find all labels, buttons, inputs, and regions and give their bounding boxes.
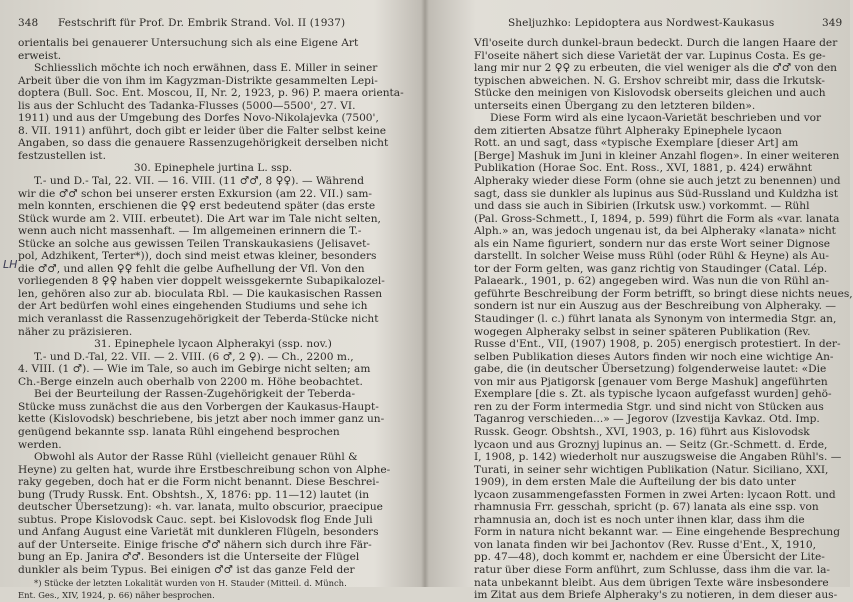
text-line: Vfl'oseite durch dunkel-braun bedeckt. Durch die langen Haare der [474,37,838,49]
right-page [426,0,853,602]
text-line: T.- und D.- Tal, 22. VII. — 16. VIII. (11 ♂♂, 8 ♀♀). — Während [34,175,364,188]
text-line: der Art bedürfen wohl eines eingehenden Studiums und sehe ich [18,300,368,313]
text-line: Stücke muss zunächst die aus den Vorbergen der Kaukasus-Haupt- [18,400,379,413]
text-line: von mir aus Pjatigorsk [genauer vom Berge Mashuk] angeführten [474,375,828,388]
text-line: sondern ist nur ein Auszug aus der Beschreibung von Alpheraky. — [474,300,836,313]
text-line: Stücke an solche aus gewissen Teilen Transkaukasiens (Jelisavet- [18,237,370,250]
text-line: Bei der Beurteilung der Rassen-Zugehörigkeit der Teberda- [34,388,356,401]
text-line: selben Publikation dieses Autors finden wir noch eine wichtige An- [474,350,834,363]
text-line: von lanata finden wir bei Jachontov (Rev. Russe d'Ent., X, 1910, [474,538,817,551]
text-line: Arbeit über die von ihm im Kagyzman-Distrikte gesammelten Lepi- [18,74,378,87]
left-page [0,0,424,601]
text-line: dem zitierten Absatze führt Alpheraky Epinephele lycaon [474,124,782,137]
left-page-text [18,37,408,602]
text-line: wir die ♂♂ schon bei unserer ersten Exkursion (am 22. VII.) sam- [18,187,372,200]
text-line: und Anfang August eine Varietät mit dunkleren Flügeln, besonders [18,526,379,539]
text-line: werden. [18,438,62,451]
text-line: subtus. Prope Kislovodsk Cauc. sept. bei Kislovodsk flog Ende Juli [18,513,373,526]
text-line: 1911) und aus der Umgebung des Dorfes Novo-Nikolajevka (7500', [18,112,379,125]
text-line: len, gehören also zur ab. bioculata Rbl. — Die kaukasischen Rassen [18,287,383,300]
text-line: kette (Kislovodsk) beschriebene, bis jetzt aber noch immer ganz un- [18,413,385,426]
text-line: Schliesslich möchte ich noch erwähnen, dass E. Miller in seiner [34,62,378,75]
text-line: 4. VIII. (1 ♂). — Wie im Tale, so auch im Gebirge nicht selten; am [18,363,371,376]
text-line: meln konnten, erschienen die ♀♀ erst bedeutend später (das erste [18,200,376,213]
text-line: Angaben, so dass die genauere Rassenzugehörigkeit derselben nicht [18,137,389,150]
text-line: auf der Unterseite. Einige frische ♂♂ nähern sich durch ihre Fär- [18,538,372,551]
text-line: Diese Form wird als eine lycaon-Varietät beschrieben und vor [490,112,822,125]
text-line: I, 1908, p. 142) wiederholt nur auszugsweise die Angaben Rühl's. — [474,451,842,464]
text-line: festzustellen ist. [18,149,106,162]
text-line: deutscher Übersetzung): «h. var. lanata, multo obscurior, praecipue [18,501,383,514]
text-line: Taganrog verschieden...» — Jegorov (Izvestija Kavkaz. Otd. Imp. [474,413,820,426]
text-line: Exemplare [die s. Zt. als typische lycaon aufgefasst wurden] gehö- [474,388,832,401]
footnote: *) Stücke der letzten Lokalität wurden von H. Stauder (Mitteil. d. Münch. [34,577,347,588]
text-line: ratur über diese Form anführt, zum Schlusse, dass ihm die var. la- [474,563,831,576]
text-line: gabe, die (in deutscher Übersetzung) folgenderweise lautet: «Die [474,363,827,376]
margin-handwritten-note: LH [3,258,18,271]
text-line: (Pal. Gross-Schmett., I, 1894, p. 599) führt die Form als «var. lanata [474,212,840,225]
text-line: wogegen Alpheraky selbst in seiner späteren Publikation (Rev. [474,325,811,338]
text-line: Form in natura nicht bekannt war. — Eine eingehende Besprechung [474,526,841,539]
text-line: Stücke den meinigen von Kislovodsk oberseits gleichen und auch [474,87,826,100]
text-line: Stück wurde am 2. VIII. erbeutet). Die Art war im Tale nicht selten, [18,212,381,225]
text-line: Russe d'Ent., VII, (1907) 1908, p. 205) energisch protestiert. In der- [474,338,841,351]
text-line: lycaon und aus Groznyj lupinus an. — Seitz (Gr.-Schmett. d. Erde, [474,438,828,451]
text-line: doptera (Bull. Soc. Ent. Moscou, II, Nr. 2, 1923, p. 96) P. maera orienta- [18,87,404,100]
text-line: Turati, in seiner sehr wichtigen Publikation (Natur. Siciliano, XXI, [474,463,829,476]
text-line: dunkler als beim Typus. Bei einigen ♂♂ ist das ganze Feld der [18,563,355,576]
text-line: tor der Form gelten, was ganz richtig von Staudinger (Catal. Lép. [474,262,828,275]
right-running-title: Sheljuzhko: Lepidoptera aus Nordwest-Kaukasus [508,17,775,29]
text-line: und dass sie auch in Sibirien (Irkutsk usw.) vorkommt. — Rühl [474,200,810,213]
text-line: pp. 47—48), doch kommt er, nachdem er eine Übersicht der Lite- [474,551,825,564]
text-line: Obwohl als Autor der Rasse Rühl (vielleicht genauer Rühl & [34,451,358,464]
text-line: mich veranlasst die Rassenzugehörigkeit der Teberda-Stücke nicht [18,313,379,326]
text-line: Fl'oseite nähert sich diese Varietät der var. Lupinus Costa. Es ge- [474,49,826,62]
text-line: raky gegeben, doch hat er die Form nicht benannt. Diese Beschrei- [18,476,380,489]
text-line: T.- und D.-Tal, 22. VII. — 2. VIII. (6 ♂, 2 ♀). — Ch., 2200 m., [34,350,354,363]
text-line: 1909), in dem ersten Male die Aufteilung der bis dato unter [474,476,796,489]
text-line: 8. VII. 1911) anführt, doch gibt er leider über die Falter selbst keine [18,124,387,137]
text-line: im Zitat aus dem Briefe Alpheraky's zu notieren, in dem dieser aus- [474,589,838,602]
text-line: vorliegenden 8 ♀♀ haben vier doppelt weissgekernte Subapikalozel- [18,275,385,288]
text-line: rhamnusia Frr. gesschah, spricht (p. 67) lanata als eine ssp. von [474,501,819,514]
right-page-text [474,37,853,602]
text-line: Heyne) zu gelten hat, wurde ihre Erstbeschreibung schon von Alphe- [18,463,391,476]
text-line: ren zu der Form intermedia Stgr. und sind nicht von Stücken aus [474,400,824,413]
text-line: orientalis bei genauerer Untersuchung sich als eine Eigene Art [18,37,359,49]
text-line: genügend bekannte ssp. lanata Rühl eingehend besprochen [18,425,340,438]
text-line: Alpheraky wieder diese Form (ohne sie auch jetzt zu benennen) und [474,175,841,188]
text-line: Ch.-Berge einzeln auch oberhalb von 2200 m. Höhe beobachtet. [18,375,363,388]
right-page-number: 349 [822,17,843,29]
text-line: wenn auch nicht massenhaft. — Im allgemeinen erinnern die T.- [18,225,362,238]
text-line: lycaon zusammengefassten Formen in zwei Arten: lycaon Rott. und [474,488,836,501]
text-line: Palaeark., 1901, p. 62) angegeben wird. Was nun die von Rühl an- [474,275,829,288]
text-line: näher zu präzisieren. [18,325,133,338]
text-line: Rott. an und sagt, dass «typische Exemplare [dieser Art] am [474,137,799,150]
footnote: Ent. Ges., XIV, 1924, p. 66) näher besprochen. [18,590,215,601]
text-line: bung (Trudy Russk. Ent. Obshtsh., X, 1876: pp. 11—12) lautet (in [18,488,370,501]
text-line: lang mir nur 2 ♀♀ zu erbeuten, die viel weniger als die ♂♂ von den [474,62,837,75]
text-line: Alph.» an, was jedoch ungenau ist, da bei Alpheraky «lanata» nicht [474,225,836,238]
text-line: Publikation (Horae Soc. Ent. Ross., XVI, 1881, p. 424) erwähnt [474,162,813,175]
text-line: sagt, dass sie dunkler als lupinus aus Süd-Russland und Kuldzha ist [474,187,838,200]
left-page-number: 348 [18,17,39,29]
text-line: die ♂♂, und allen ♀♀ fehlt die gelbe Aufhellung der Vfl. Von den [18,262,365,275]
left-running-title: Festschrift für Prof. Dr. Embrik Strand. Vol. II (1937) [58,17,346,29]
text-line: lis aus der Schlucht des Tadanka-Flusses (5000—5500', 27. VI. [18,99,356,112]
species-heading: 30. Epinephele jurtina L. ssp. [133,162,293,175]
text-line: typischen abweichen. N. G. Ershov schreibt mir, dass die Irkutsk- [474,74,825,87]
text-line: darstellt. In solcher Weise muss Rühl (oder Rühl & Heyne) als Au- [474,250,829,263]
text-line: Staudinger (l. c.) führt lanata als Synonym von intermedia Stgr. an, [474,313,837,326]
text-line: als ein Name figuriert, sondern nur das erste Wort seiner Dignose [474,237,831,250]
text-line: nata unbekannt bleibt. Aus dem übrigen Texte wäre insbesondere [474,576,829,589]
text-line: unterseits einen Übergang zu den letzteren bilden». [474,99,756,112]
text-line: Russk. Geogr. Obshtsh., XVI, 1903, p. 16) führt aus Kislovodsk [474,425,810,438]
text-line: erweist. [18,49,62,62]
text-line: [Berge] Mashuk im Juni in kleiner Anzahl flogen». In einer weiteren [474,149,840,162]
text-line: rhamnusia an, doch ist es noch unter ihnen klar, dass ihm die [474,513,805,526]
text-line: bung an Ep. Janira ♂♂. Besonders ist die Unterseite der Flügel [18,551,360,564]
text-line: geführte Beschreibung der Form betrifft, so bringt diese nichts neues, [474,287,853,300]
species-heading: 31. Epinephele lycaon Alpherakyi (ssp. nov.) [94,338,332,351]
text-line: pol, Adzhikent, Terter*)), doch sind meist etwas kleiner, besonders [18,250,377,263]
